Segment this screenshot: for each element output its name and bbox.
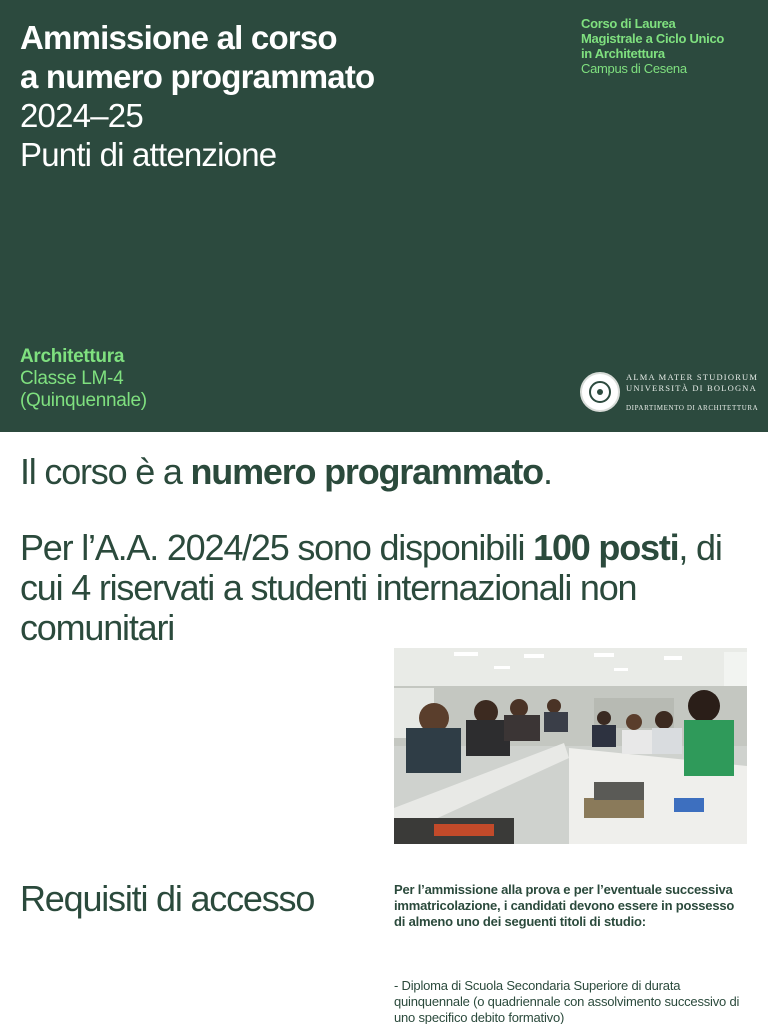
requirements-title: Requisiti di accesso <box>20 878 315 919</box>
department-name: DIPARTIMENTO DI ARCHITETTURA <box>626 404 759 412</box>
page-title <box>20 18 374 174</box>
statement-2-prefix: Per l’A.A. 2024/25 sono disponibili <box>20 527 534 568</box>
classroom-photo <box>394 648 747 844</box>
course-line-1: Corso di Laurea <box>581 16 676 31</box>
header-banner <box>0 0 768 432</box>
program-info <box>20 346 147 412</box>
course-info <box>581 16 724 76</box>
statement-posti <box>20 528 760 648</box>
course-line-3: in Architettura <box>581 46 665 61</box>
subtitle: Punti di attenzione <box>20 136 277 173</box>
requirements-intro: Per l’ammissione alla prova e per l’eventuale successiva immatricolazione, i candidati devono essere in possesso di almeno uno dei seguenti titoli di studio: <box>394 882 735 929</box>
requirements-item: - Diploma di Scuola Secondaria Superiore di durata quinquennale (o quadriennale con assolvimento successivo di uno specifico debito formativo) <box>394 978 740 1024</box>
course-line-2: Magistrale a Ciclo Unico <box>581 31 725 46</box>
statement-1-bold: numero programmato <box>190 451 543 492</box>
program-name: Architettura <box>20 346 125 367</box>
statement-1-prefix: Il corso è a <box>20 451 191 492</box>
statement-2-suffix: , di cui 4 riservati a studenti internazionali non comunitari <box>20 527 722 648</box>
university-name-line-1: ALMA MATER STUDIORUM <box>626 372 759 382</box>
statement-2-bold: 100 posti <box>533 527 679 568</box>
academic-year: 2024–25 <box>20 97 143 134</box>
university-name <box>626 372 758 394</box>
program-duration: (Quinquennale) <box>20 390 147 411</box>
statement-1-suffix: . <box>542 451 552 492</box>
campus: Campus di Cesena <box>581 61 687 76</box>
university-logo <box>580 372 760 416</box>
university-seal-icon <box>580 372 620 412</box>
program-class: Classe LM-4 <box>20 368 124 389</box>
title-line-1: Ammissione al corso <box>20 19 337 56</box>
university-name-line-2: UNIVERSITÀ DI BOLOGNA <box>626 383 757 393</box>
title-line-2: a numero programmato <box>20 58 375 95</box>
statement-numero-programmato <box>20 450 552 494</box>
